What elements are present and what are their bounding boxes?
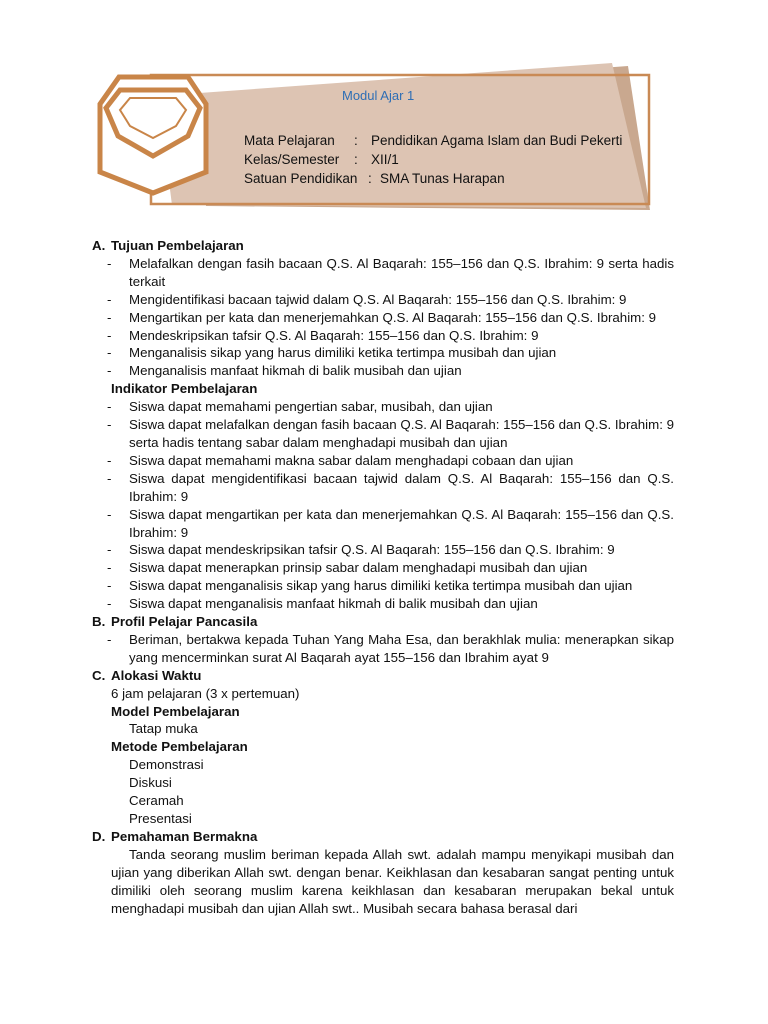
metode-heading: Metode Pembelajaran: [111, 739, 248, 755]
section-a-heading: [92, 237, 674, 255]
section-letter: D.: [92, 828, 106, 844]
section-title: Alokasi Waktu: [111, 667, 202, 683]
list-item: - Siswa dapat mendeskripsikan tafsir Q.S. Al Baqarah: 155–156 dan Q.S. Ibrahim: 9: [129, 541, 674, 559]
indikator-heading: Indikator Pembelajaran: [111, 381, 258, 397]
list-item: - Siswa dapat menerapkan prinsip sabar dalam menghadapi musibah dan ujian: [129, 559, 674, 577]
model-heading: Model Pembelajaran: [111, 703, 240, 719]
list-item: - Siswa dapat memahami pengertian sabar, musibah, dan ujian: [129, 398, 674, 416]
section-letter: C.: [92, 667, 106, 683]
list-item: - Siswa dapat mengidentifikasi bacaan tajwid dalam Q.S. Al Baqarah: 155–156 dan Q.S. Ibrahim: 9: [129, 470, 674, 506]
list-item: - Melafalkan dengan fasih bacaan Q.S. Al Baqarah: 155–156 dan Q.S. Ibrahim: 9 serta hadis terkait: [129, 255, 674, 291]
alokasi-text: 6 jam pelajaran (3 x pertemuan): [111, 685, 300, 701]
list-item: - Siswa dapat melafalkan dengan fasih bacaan Q.S. Al Baqarah: 155–156 dan Q.S. Ibrahim: 9 serta hadis tentang sabar dalam menghadapi musibah dan ujian: [129, 416, 674, 452]
meta-colon: :: [368, 171, 372, 186]
meta-value: SMA Tunas Harapan: [380, 171, 505, 186]
section-letter: B.: [92, 614, 106, 630]
meta-colon: :: [354, 152, 358, 167]
model-item: Tatap muka: [129, 721, 198, 737]
meta-value: XII/1: [371, 152, 399, 167]
header-decoration: [0, 0, 768, 230]
pemahaman-paragraph: Tanda seorang muslim beriman kepada Allah swt. adalah mampu menyikapi musibah dan ujian yang diberikan Allah swt. dengan benar. Keikhlasan dan kesabaran sangat penting untuk dimiliki oleh seorang muslim karena keikhlasan dan kesabaran merupakan bekal untuk menghadapi musibah dan ujian Allah swt.. Musibah secara bahasa berasal dari: [111, 846, 674, 916]
metode-item: Demonstrasi: [129, 757, 204, 773]
metode-item: Ceramah: [129, 793, 184, 809]
list-item: - Beriman, bertakwa kepada Tuhan Yang Maha Esa, dan berakhlak mulia: menerapkan sikap yang mencerminkan surat Al Baqarah ayat 155–156 dan Ibrahim ayat 9: [129, 631, 674, 667]
modul-title: Modul Ajar 1: [342, 88, 415, 103]
section-b-heading: [92, 613, 674, 631]
section-c-heading: [92, 667, 674, 685]
list-item: - Siswa dapat memahami makna sabar dalam menghadapi cobaan dan ujian: [129, 452, 674, 470]
metode-item: Diskusi: [129, 775, 172, 791]
meta-value: Pendidikan Agama Islam dan Budi Pekerti: [371, 133, 623, 148]
meta-colon: :: [354, 133, 358, 148]
document-body: [92, 237, 674, 917]
section-title: Tujuan Pembelajaran: [111, 238, 244, 253]
indikator-list: [92, 398, 674, 613]
list-item: - Siswa dapat mengartikan per kata dan menerjemahkan Q.S. Al Baqarah: 155–156 dan Q.S. Ibrahim: 9: [129, 506, 674, 542]
section-letter: A.: [92, 238, 106, 253]
meta-label: Satuan Pendidikan: [244, 171, 358, 186]
list-item: - Menganalisis manfaat hikmah di balik musibah dan ujian: [129, 362, 674, 380]
list-item: - Mengidentifikasi bacaan tajwid dalam Q.S. Al Baqarah: 155–156 dan Q.S. Ibrahim: 9: [129, 291, 674, 309]
section-d-heading: [92, 828, 674, 846]
header-banner: [0, 0, 768, 230]
list-item: - Menganalisis sikap yang harus dimiliki ketika tertimpa musibah dan ujian: [129, 344, 674, 362]
section-title: Pemahaman Bermakna: [111, 828, 258, 844]
meta-label: Mata Pelajaran: [244, 133, 335, 148]
list-item: - Siswa dapat menganalisis manfaat hikmah di balik musibah dan ujian: [129, 595, 674, 613]
list-item: - Siswa dapat menganalisis sikap yang harus dimiliki ketika tertimpa musibah dan ujian: [129, 577, 674, 595]
profil-list: [92, 631, 674, 667]
tujuan-list: [92, 255, 674, 380]
meta-label: Kelas/Semester: [244, 152, 340, 167]
list-item: - Mengartikan per kata dan menerjemahkan Q.S. Al Baqarah: 155–156 dan Q.S. Ibrahim: 9: [129, 309, 674, 327]
section-title: Profil Pelajar Pancasila: [111, 614, 258, 630]
metode-item: Presentasi: [129, 811, 192, 826]
list-item: - Mendeskripsikan tafsir Q.S. Al Baqarah: 155–156 dan Q.S. Ibrahim: 9: [129, 327, 674, 345]
